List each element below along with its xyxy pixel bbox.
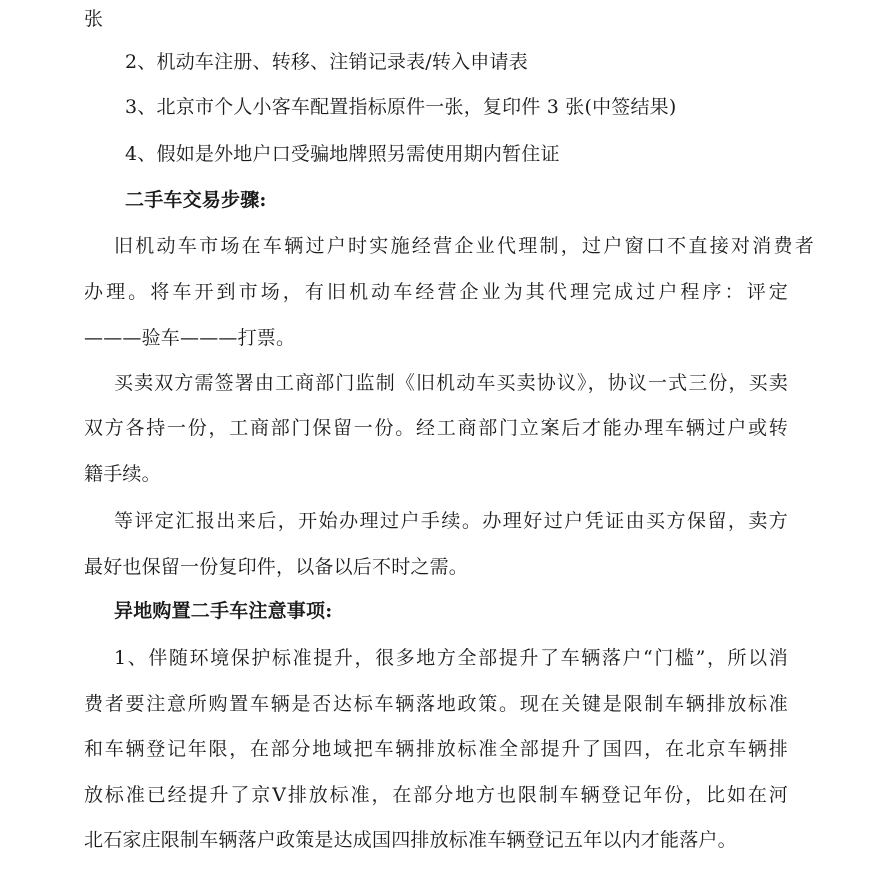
paragraph-line: 放标准已经提升了京Ⅴ排放标准，在部分地方也限制车辆登记年份，比如在河: [84, 784, 788, 806]
list-item-vehicle-registration-form: 2、机动车注册、转移、注销记录表/转入申请表: [125, 51, 528, 73]
paragraph-line: 旧机动车市场在车辆过户时实施经营企业代理制，过户窗口不直接对消费者: [114, 235, 814, 257]
paragraph-line: 等评定汇报出来后，开始办理过户手续。办理好过户凭证由买方保留，卖方: [114, 510, 788, 532]
list-item-temporary-residence: 4、假如是外地户口受骗地牌照另需使用期内暂住证: [125, 143, 560, 165]
paragraph-line: ———验车———打票。: [84, 327, 296, 349]
text-line: 张: [84, 8, 104, 30]
paragraph-line: 双方各持一份，工商部门保留一份。经工商部门立案后才能办理车辆过户或转: [84, 417, 788, 439]
paragraph-line: 费者要注意所购置车辆是否达标车辆落地政策。现在关键是限制车辆排放标准: [84, 693, 788, 715]
paragraph-line: 买卖双方需签署由工商部门监制《旧机动车买卖协议》，协议一式三份，买卖: [114, 372, 788, 394]
paragraph-line: 办理。将车开到市场，有旧机动车经营企业为其代理完成过户程序：评定: [84, 281, 788, 303]
paragraph-line: 和车辆登记年限，在部分地域把车辆排放标准全部提升了国四，在北京车辆排: [84, 738, 788, 760]
paragraph-line: 最好也保留一份复印件，以备以后不时之需。: [84, 556, 469, 578]
paragraph-line: 1、伴随环境保护标准提升，很多地方全部提升了车辆落户“门槛”，所以消: [114, 647, 788, 669]
list-item-beijing-quota: 3、北京市个人小客车配置指标原件一张，复印件 3 张(中签结果): [125, 96, 677, 118]
paragraph-line: 北石家庄限制车辆落户政策是达成国四排放标准车辆登记五年以内才能落户。: [84, 829, 737, 851]
section-heading-trade-steps: 二手车交易步骤:: [125, 189, 267, 211]
section-heading-remote-purchase: 异地购置二手车注意事项:: [114, 600, 333, 622]
paragraph-line: 籍手续。: [84, 463, 161, 485]
